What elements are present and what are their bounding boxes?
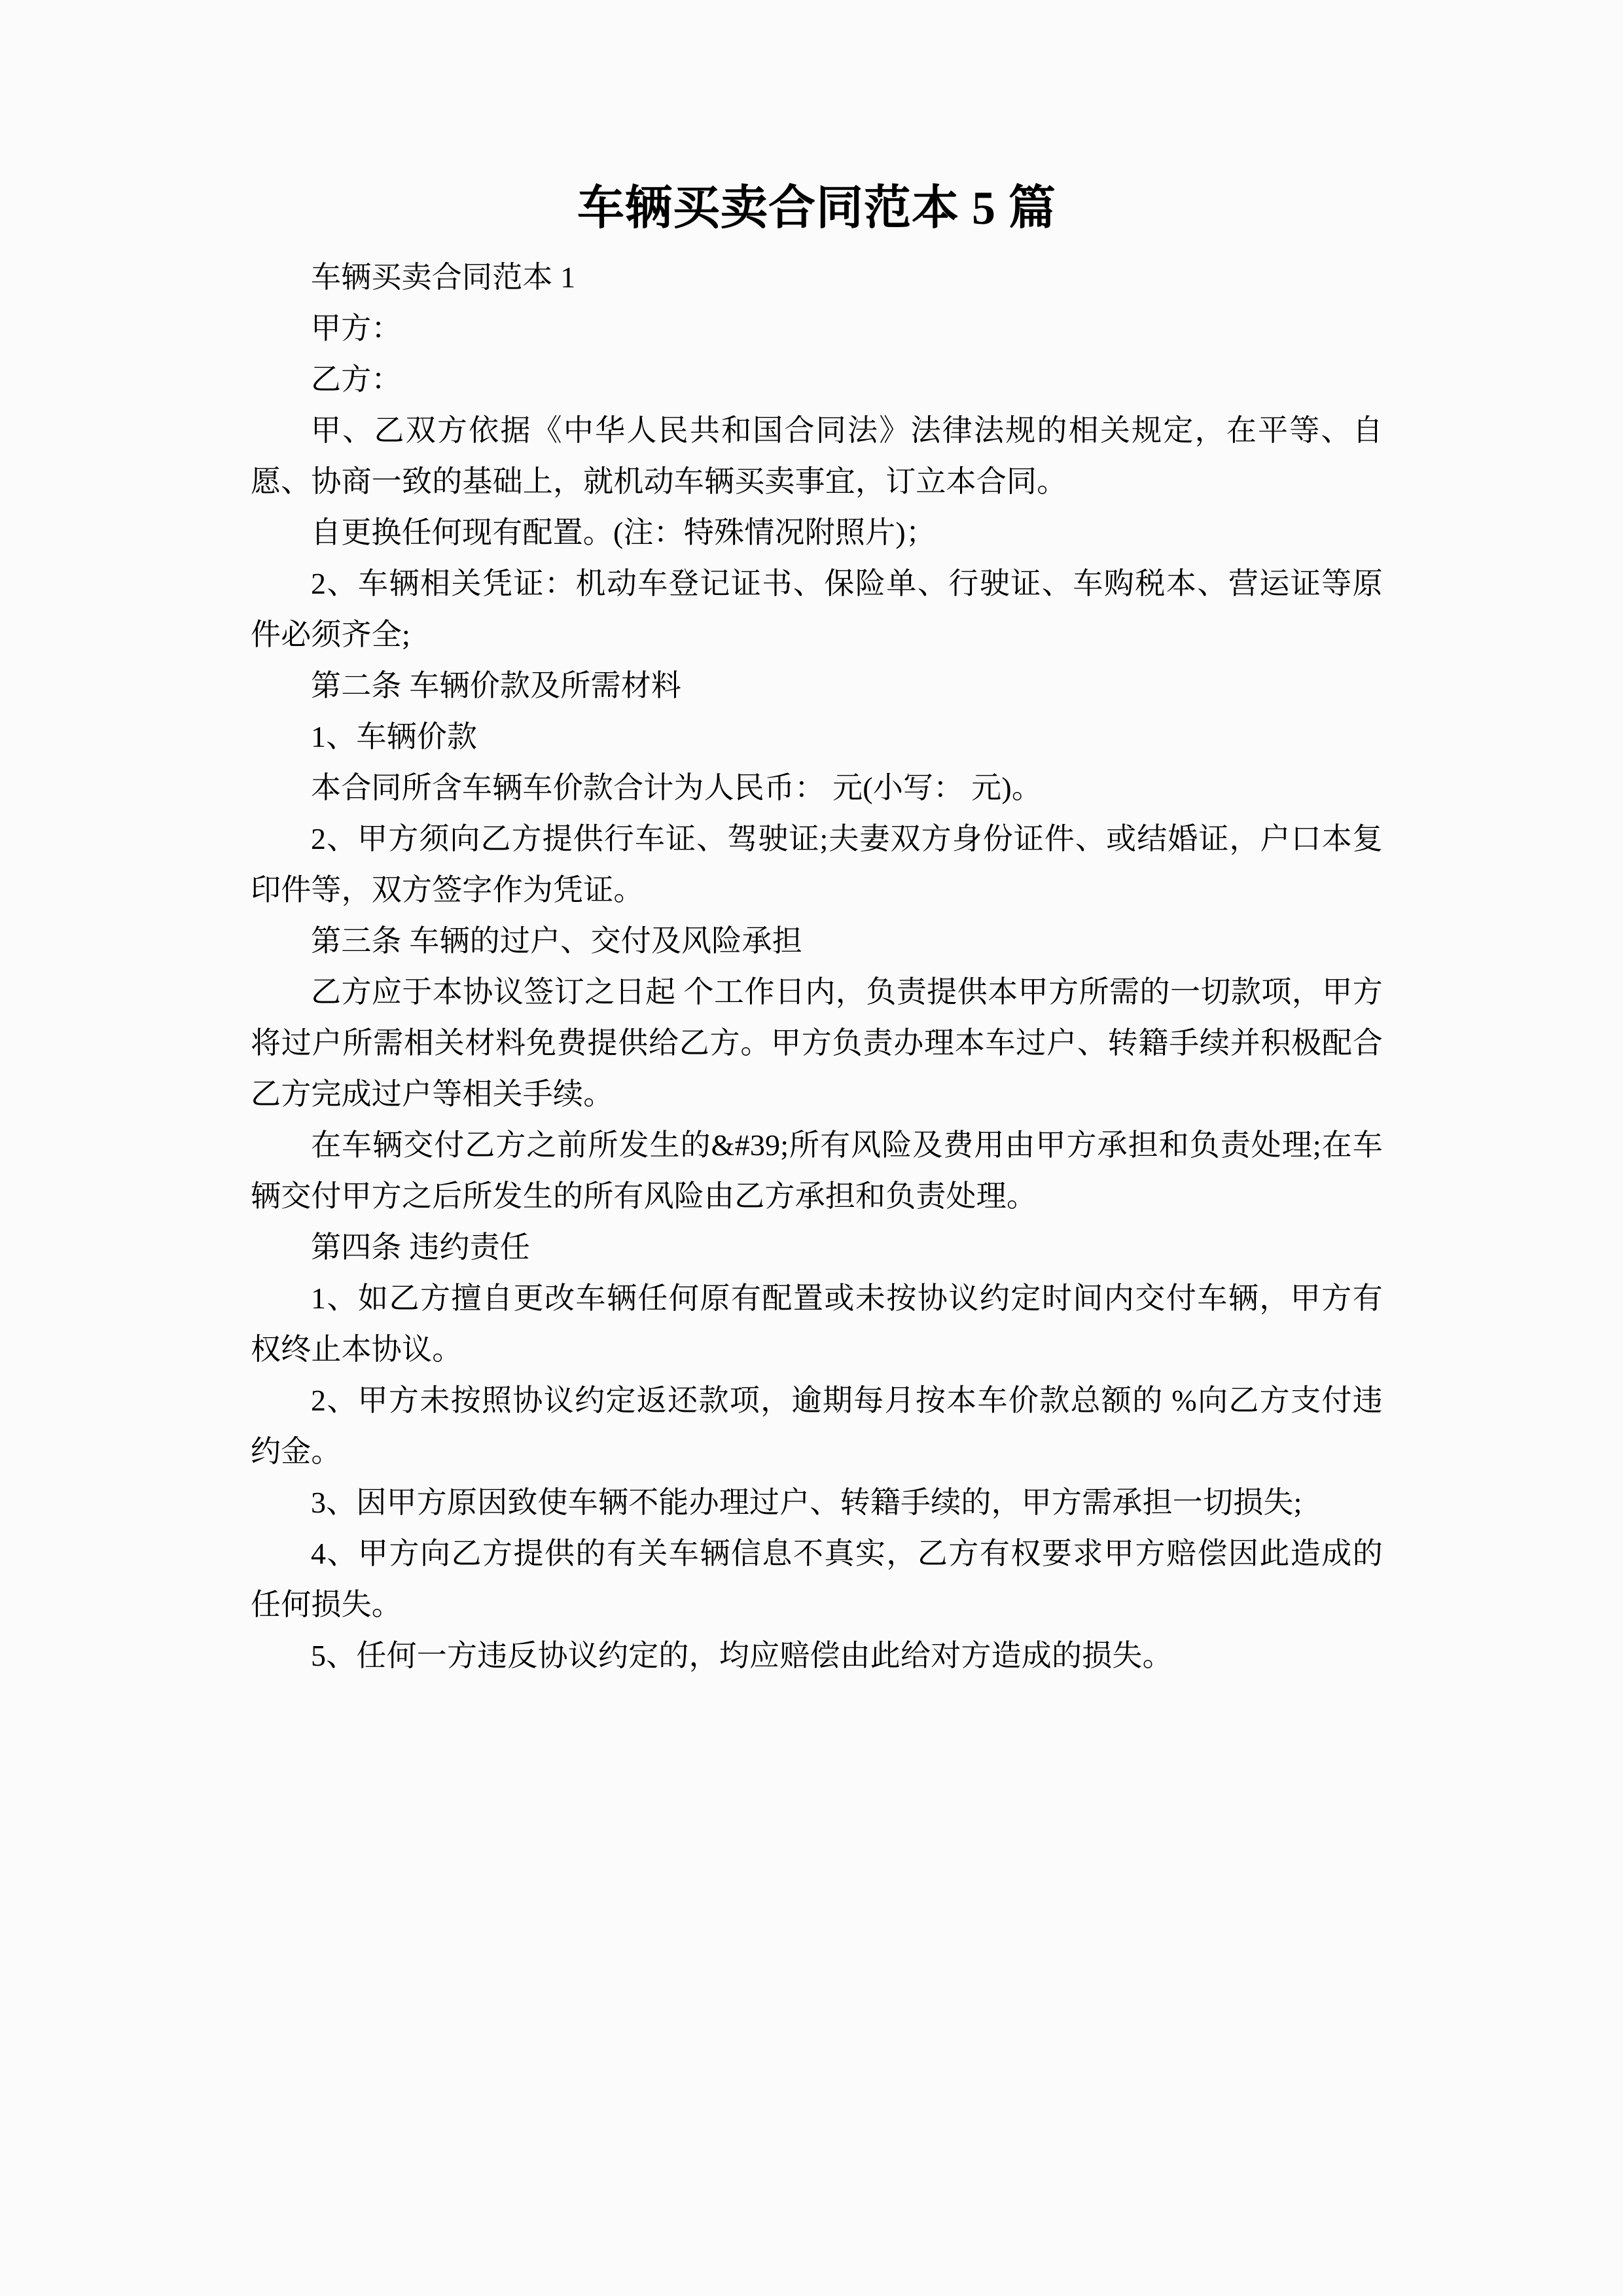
heading-article-four: 第四条 违约责任 xyxy=(311,1230,531,1265)
paragraph-config-note: 自更换任何现有配置。(注：特殊情况附照片)； xyxy=(311,516,936,550)
paragraph-breach-item-3: 3、因甲方原因致使车辆不能办理过户、转籍手续的，甲方需承担一切损失; xyxy=(311,1486,1302,1520)
paragraph-item-required-documents: 2、甲方须向乙方提供行车证、驾驶证;夫妻双方身份证件、或结婚证，户口本复印件等，双方签字作为凭证。 xyxy=(251,822,1383,907)
paragraph-breach-item-4: 4、甲方向乙方提供的有关车辆信息不真实，乙方有权要求甲方赔偿因此造成的任何损失。 xyxy=(251,1537,1383,1622)
paragraph-transfer-terms: 乙方应于本协议签订之日起 个工作日内，负责提供本甲方所需的一切款项，甲方将过户所需相关材料免费提供给乙方。甲方负责办理本车过户、转籍手续并积极配合乙方完成过户等相关手续。 xyxy=(251,975,1383,1111)
paragraph-item-vehicle-documents: 2、车辆相关凭证：机动车登记证书、保险单、行驶证、车购税本、营运证等原件必须齐全; xyxy=(251,567,1383,652)
paragraph-price-amount: 本合同所含车辆车价款合计为人民币： 元(小写： 元)。 xyxy=(311,771,1043,805)
paragraph-item-vehicle-price-label: 1、车辆价款 xyxy=(311,720,478,754)
document-body xyxy=(251,177,1383,1681)
paragraph-breach-item-2: 2、甲方未按照协议约定返还款项，逾期每月按本车价款总额的 %向乙方支付违约金。 xyxy=(251,1384,1383,1469)
page-title: 车辆买卖合同范本 5 篇 xyxy=(577,182,1056,234)
paragraph-subtitle: 车辆买卖合同范本 1 xyxy=(311,260,576,295)
paragraph-party-b: 乙方： xyxy=(311,363,402,397)
heading-article-two: 第二条 车辆价款及所需材料 xyxy=(311,669,682,703)
paragraph-breach-item-5: 5、任何一方违反协议约定的，均应赔偿由此给对方造成的损失。 xyxy=(311,1639,1173,1673)
paragraph-party-a: 甲方： xyxy=(311,312,402,346)
heading-article-three: 第三条 车辆的过户、交付及风险承担 xyxy=(311,924,802,958)
paragraph-breach-item-1: 1、如乙方擅自更改车辆任何原有配置或未按协议约定时间内交付车辆，甲方有权终止本协议。 xyxy=(251,1282,1383,1367)
paragraph-preamble: 甲、乙双方依据《中华人民共和国合同法》法律法规的相关规定，在平等、自愿、协商一致的基础上，就机动车辆买卖事宜，订立本合同。 xyxy=(251,414,1383,499)
paragraph-risk-allocation: 在车辆交付乙方之前所发生的&#39;所有风险及费用由甲方承担和负责处理;在车辆交付甲方之后所发生的所有风险由乙方承担和负责处理。 xyxy=(251,1128,1383,1213)
